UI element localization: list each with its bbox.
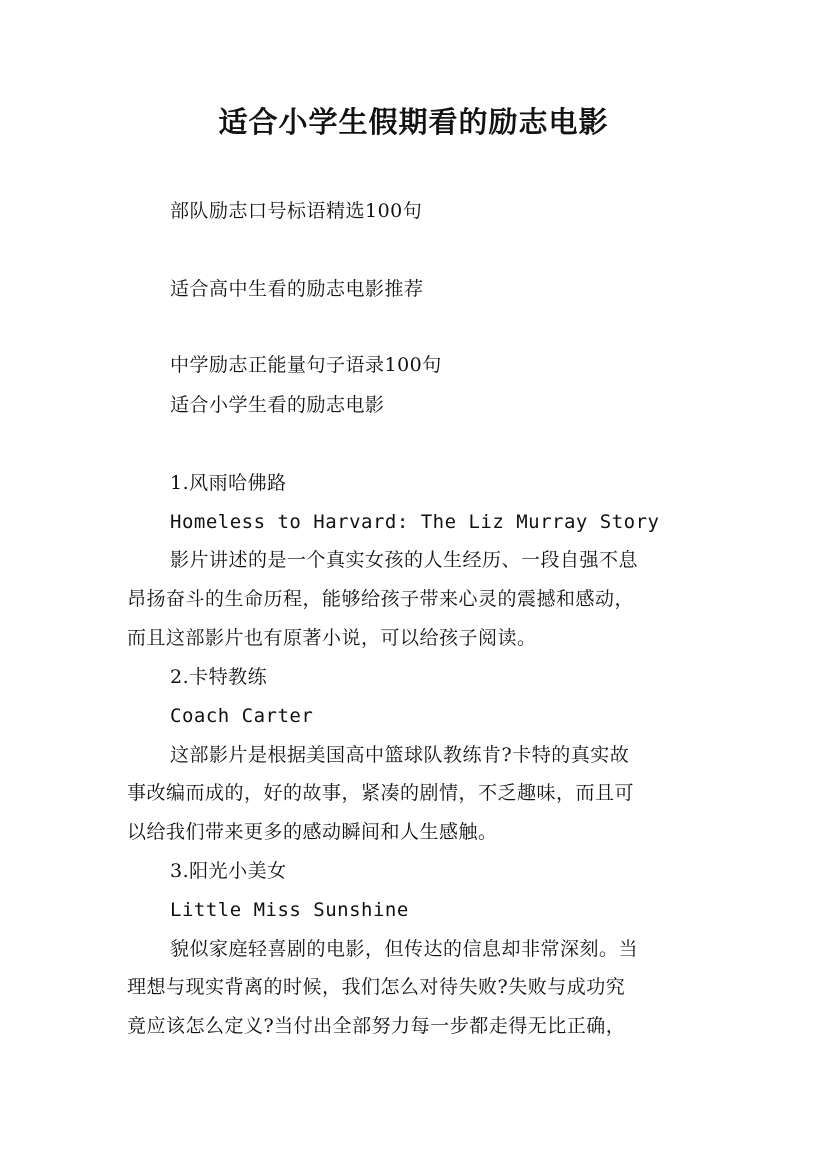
movie-heading-2: 2.卡特教练 [170,666,268,688]
movie-description-2-line-1: 这部影片是根据美国高中篮球队教练肯?卡特的真实故 [170,744,630,766]
movie-description-1-line-2: 昂扬奋斗的生命历程，能够给孩子带来心灵的震撼和感动， [127,588,635,610]
movie-english-title-2: Coach Carter [170,705,314,727]
movie-description-2-line-2: 事改编而成的，好的故事，紧凑的剧情，不乏趣味，而且可 [127,782,635,804]
movie-description-3-line-3: 竟应该怎么定义?当付出全部努力每一步都走得无比正确， [127,1015,626,1037]
movie-heading-3: 3.阳光小美女 [170,860,287,882]
document-title: 适合小学生假期看的励志电影 [218,105,609,139]
movie-description-3-line-2: 理想与现实背离的时候，我们怎么对待失败?失败与成功究 [127,976,626,998]
related-link-2: 适合高中生看的励志电影推荐 [170,278,424,300]
movie-description-1-line-1: 影片讲述的是一个真实女孩的人生经历、一段自强不息 [170,549,639,571]
movie-heading-1: 1.风雨哈佛路 [170,472,287,494]
movie-description-1-line-3: 而且这部影片也有原著小说，可以给孩子阅读。 [127,627,537,649]
movie-english-title-1: Homeless to Harvard: The Liz Murray Story [170,511,660,533]
movie-english-title-3: Little Miss Sunshine [170,899,409,921]
related-link-4: 适合小学生看的励志电影 [170,394,385,416]
related-link-1: 部队励志口号标语精选100句 [170,200,423,222]
movie-description-2-line-3: 以给我们带来更多的感动瞬间和人生感触。 [127,821,498,843]
related-link-3: 中学励志正能量句子语录100句 [170,354,442,376]
movie-description-3-line-1: 貌似家庭轻喜剧的电影，但传达的信息却非常深刻。当 [170,938,639,960]
